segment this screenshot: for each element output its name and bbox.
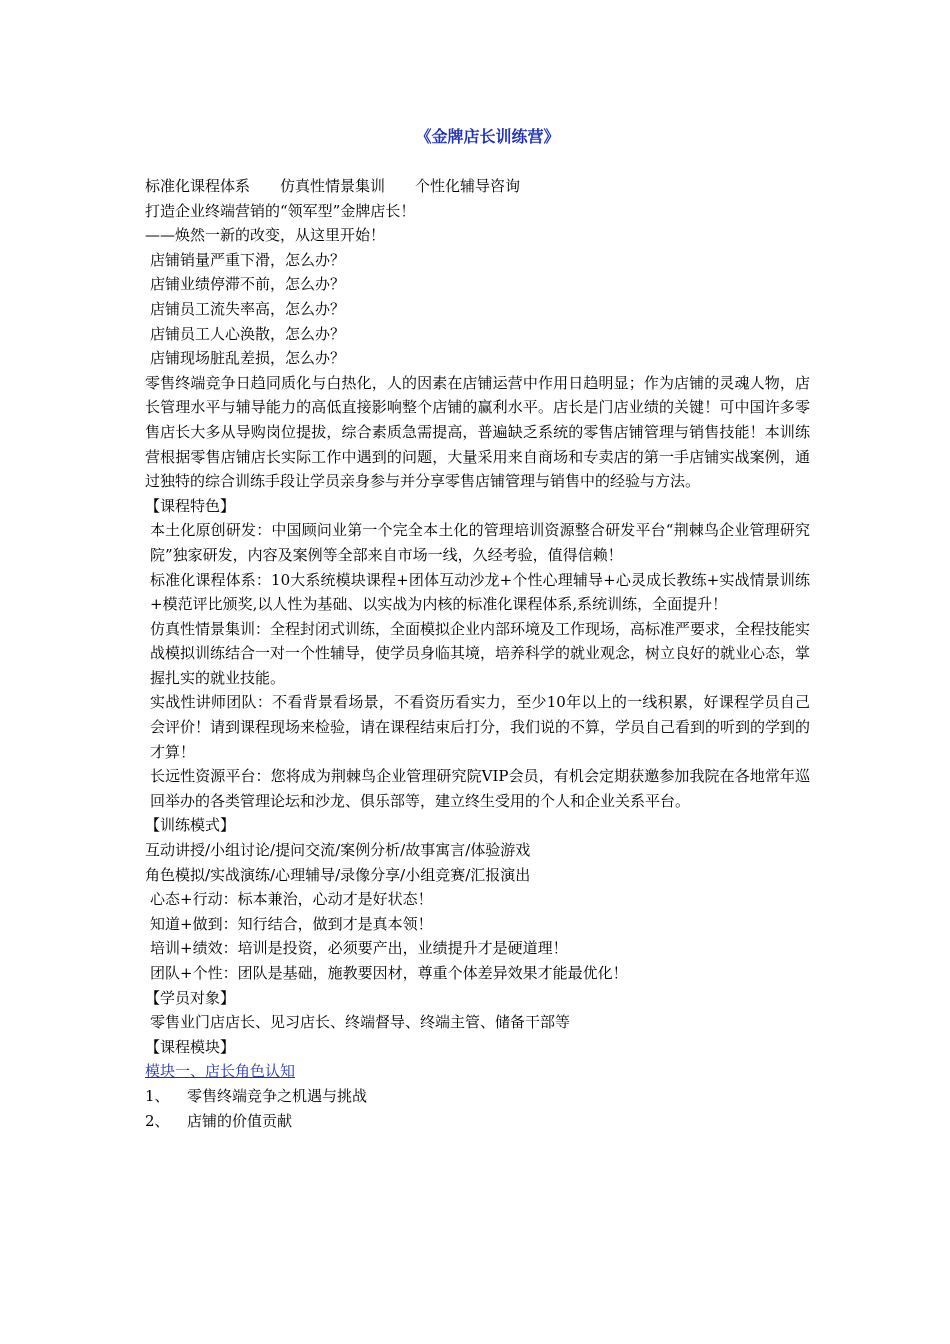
- document-title: 《金牌店长训练营》: [415, 127, 560, 146]
- section-heading: 【课程模块】: [145, 1037, 236, 1056]
- question-line: 店铺现场脏乱差损，怎么办？: [150, 349, 346, 368]
- principle-line: 知道+做到：知行结合，做到才是真本领！: [150, 914, 433, 933]
- principle-line: 心态+行动：标本兼治，心动才是好状态！: [150, 890, 433, 909]
- tagline-item: 仿真性情景集训: [280, 177, 386, 195]
- section-heading: 【课程特色】: [145, 496, 236, 515]
- mode-line: 角色模拟/实战演练/心理辅导/录像分享/小组竞赛/汇报演出: [145, 865, 531, 884]
- feature-paragraph: 仿真性情景集训：全程封闭式训练，全面模拟企业内部环境及工作现场，高标准严要求，全程技能实战模拟训练结合一对一个性辅导，使学员身临其境，培养科学的就业观念，树立良好的就业心态，掌握扎实的就业技能。: [150, 619, 811, 687]
- module-item-number: 1、: [145, 1086, 170, 1105]
- slogan-line: 打造企业终端营销的“领军型”金牌店长！: [145, 201, 416, 220]
- feature-paragraph: 标准化课程体系：10大系统模块课程+团体互动沙龙+个性心理辅导+心灵成长教练+实战情景训练+模范评比颁奖,以人性为基础、以实战为内核的标准化课程体系,系统训练，全面提升！: [150, 570, 810, 614]
- module-link-paragraph: [145, 1059, 810, 1084]
- feature-paragraph: 本土化原创研发：中国顾问业第一个完全本土化的管理培训资源整合研发平台“荆棘鸟企业管理研究院”独家研发，内容及案例等全部来自市场一线，久经考验，值得信赖！: [150, 521, 810, 564]
- principle-line: 团队+个性：团队是基础，施教要因材，尊重个体差异效果才能最优化！: [150, 964, 628, 982]
- module-item: [145, 1084, 810, 1109]
- section-heading: 【学员对象】: [145, 988, 236, 1007]
- question-line: 店铺业绩停滞不前，怎么办？: [150, 275, 346, 294]
- tagline-item: 个性化辅导咨询: [415, 177, 521, 195]
- feature-paragraph: 实战性讲师团队：不看背景看场景，不看资历看实力，至少10年以上的一线积累，好课程学员自己会评价！请到课程现场来检验，请在课程结束后打分，我们说的不算，学员自己看到的听到的学到的才算！: [150, 693, 811, 761]
- audience-line: 零售业门店店长、见习店长、终端督导、终端主管、储备干部等: [150, 1013, 571, 1032]
- question-line: 店铺员工人心涣散，怎么办？: [150, 324, 346, 343]
- intro-paragraph: 零售终端竞争日趋同质化与白热化，人的因素在店铺运营中作用日趋明显；作为店铺的灵魂人物，店长管理水平与辅导能力的高低直接影响整个店铺的赢利水平。店长是门店业绩的关键！可中国许多零售店长大多从导购岗位提拔，综合素质急需提高，普遍缺乏系统的零售店铺管理与销售技能！本训练营根据零售店铺店长实际工作中遇到的问题，大量采用来自商场和专卖店的第一手店铺实战案例，通过独特的综合训练手段让学员亲身参与并分享零售店铺管理与销售中的经验与方法。: [145, 373, 810, 491]
- module-item-text: 店铺的价值贡献: [187, 1111, 293, 1130]
- principle-line: 培训+绩效：培训是投资，必须要产出，业绩提升才是硬道理！: [150, 939, 568, 958]
- section-heading: 【训练模式】: [145, 816, 236, 835]
- module-item: [145, 1109, 810, 1134]
- question-line: 店铺销量严重下滑，怎么办？: [150, 250, 346, 269]
- tagline: [145, 174, 810, 199]
- question-line: 店铺员工流失率高，怎么办？: [150, 299, 346, 318]
- module-item-number: 2、: [145, 1111, 170, 1130]
- module-one-link[interactable]: 模块一、店长角色认知: [145, 1062, 296, 1081]
- feature-paragraph: 长远性资源平台：您将成为荆棘鸟企业管理研究院VIP会员，有机会定期获邀参加我院在各地常年巡回举办的各类管理论坛和沙龙、俱乐部等，建立终生受用的个人和企业关系平台。: [150, 767, 810, 810]
- mode-line: 互动讲授/小组讨论/提问交流/案例分析/故事寓言/体验游戏: [145, 841, 531, 860]
- tagline-item: 标准化课程体系: [145, 177, 251, 195]
- module-item-text: 零售终端竞争之机遇与挑战: [187, 1086, 368, 1105]
- slogan-line: ——焕然一新的改变，从这里开始！: [145, 226, 386, 245]
